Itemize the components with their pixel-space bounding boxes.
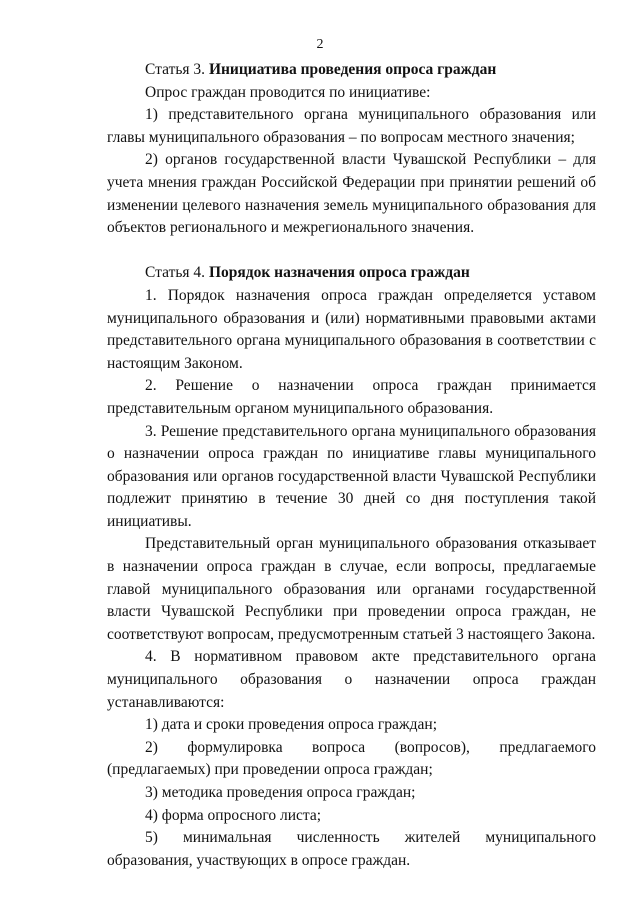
article-3-paragraph: Опрос граждан проводится по инициативе: bbox=[145, 83, 431, 101]
article-4-paragraph: 2. Решение о назначении опроса граждан принимается представительным органом муниципального образования. bbox=[107, 377, 596, 417]
article-4-list-item: 3) методика проведения опроса граждан; bbox=[145, 784, 416, 801]
page-number: 2 bbox=[316, 37, 324, 52]
article-4-paragraph: 1. Порядок назначения опроса граждан определяется уставом муниципального образования и (или) нормативными правовыми актами представительного органа муниципального образования в соответствии с настоящим Законом. bbox=[107, 286, 596, 372]
article-4-title: Порядок назначения опроса граждан bbox=[208, 264, 470, 282]
article-4-paragraph: 3. Решение представительного органа муниципального образования о назначении опроса граждан по инициативе главы муниципального образования или органов государственной власти Чувашской Республики подлежит принятию в течение 30 дней со дня поступления такой инициативы. bbox=[107, 422, 596, 530]
article-4-list-item: 1) дата и сроки проведения опроса граждан; bbox=[145, 716, 437, 734]
article-3-heading bbox=[107, 59, 596, 82]
document-body bbox=[107, 59, 596, 872]
article-3-title: Инициатива проведения опроса граждан bbox=[208, 61, 497, 78]
article-4-heading bbox=[107, 262, 596, 285]
article-4-list-item: 5) минимальная численность жителей муниципального образования, участвующих в опросе граждан. bbox=[107, 829, 596, 869]
article-4-list-item: 2) формулировка вопроса (вопросов), предлагаемого (предлагаемых) при проведении опроса граждан; bbox=[107, 738, 596, 779]
article-4-paragraph: Представительный орган муниципального образования отказывает в назначении опроса граждан в случае, если вопросы, предлагаемые главой муниципального образования или органами государственной власти Чувашской Республики при проведении опроса граждан, не соответствуют вопросам, предусмотренным статьей 3 настоящего Закона. bbox=[107, 535, 596, 643]
article-4-paragraph: 4. В нормативном правовом акте представительного органа муниципального образования о назначении опроса граждан устанавливаются: bbox=[107, 648, 596, 711]
article-3-paragraph: 1) представительного органа муниципального образования или главы муниципального образования – по вопросам местного значения; bbox=[107, 106, 596, 146]
article-3-paragraph: 2) органов государственной власти Чувашской Республики – для учета мнения граждан Российской Федерации при принятии решений об изменении целевого назначения земель муниципального образования для объектов регионального и межрегионального значения. bbox=[107, 151, 596, 237]
article-3-number: Статья 3. bbox=[145, 61, 209, 78]
article-4-number: Статья 4. bbox=[145, 264, 209, 282]
article-4-list-item: 4) форма опросного листа; bbox=[145, 806, 322, 824]
